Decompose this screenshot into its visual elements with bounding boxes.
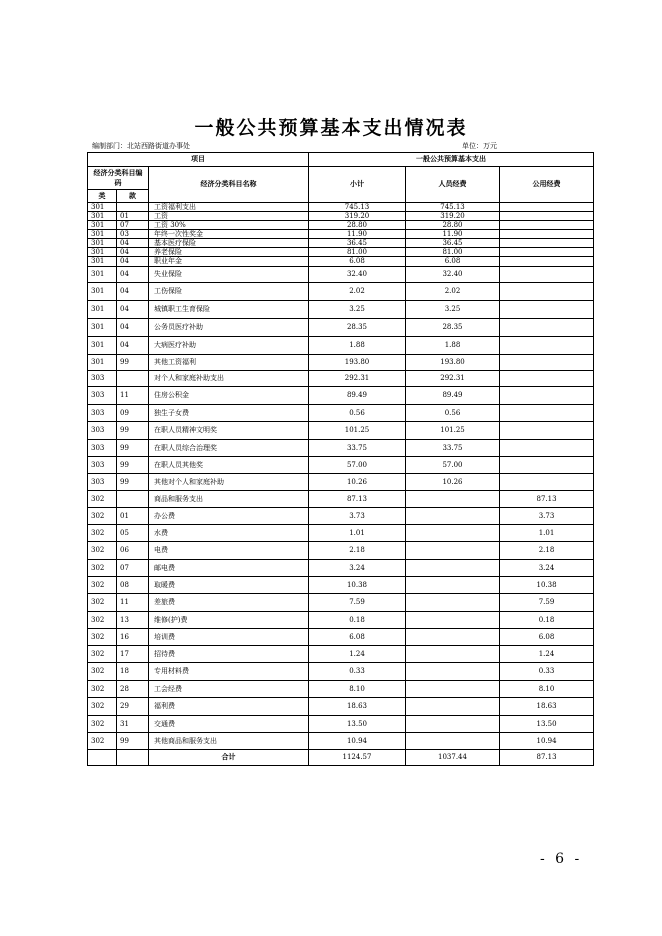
item-code: 99 — [117, 440, 149, 457]
table-footer — [88, 750, 594, 766]
budget-table — [87, 152, 594, 766]
category-code: 302 — [88, 646, 117, 663]
category-code: 302 — [88, 577, 117, 594]
item-code: 29 — [117, 698, 149, 716]
econ-name: 其他工资福利 — [149, 355, 309, 371]
public-value — [500, 405, 594, 422]
category-code: 302 — [88, 491, 117, 508]
public-value: 2.18 — [500, 542, 594, 560]
category-code: 301 — [88, 355, 117, 371]
table-row — [88, 698, 594, 716]
econ-name: 住房公积金 — [149, 387, 309, 405]
econ-name: 工资 — [149, 212, 309, 221]
item-code: 06 — [117, 542, 149, 560]
table-row — [88, 508, 594, 525]
item-code: 99 — [117, 457, 149, 474]
econ-name: 工会经费 — [149, 681, 309, 698]
total-personnel: 1037.44 — [406, 750, 500, 766]
item-code: 09 — [117, 405, 149, 422]
table-row — [88, 681, 594, 698]
item-code: 07 — [117, 560, 149, 577]
personnel-value: 0.56 — [406, 405, 500, 422]
subtotal-value: 6.08 — [309, 257, 406, 267]
item-code — [117, 491, 149, 508]
econ-name: 公务员医疗补助 — [149, 319, 309, 337]
header-econ-name: 经济分类科目名称 — [149, 167, 309, 203]
table-row — [88, 440, 594, 457]
personnel-value — [406, 542, 500, 560]
personnel-value: 2.02 — [406, 283, 500, 301]
category-code: 301 — [88, 248, 117, 257]
public-value — [500, 371, 594, 387]
personnel-value: 1.88 — [406, 337, 500, 355]
personnel-value — [406, 491, 500, 508]
subtotal-value: 8.10 — [309, 681, 406, 698]
subtotal-value: 10.26 — [309, 474, 406, 491]
category-code: 301 — [88, 283, 117, 301]
subtotal-value: 1.88 — [309, 337, 406, 355]
subtotal-value: 81.00 — [309, 248, 406, 257]
item-code: 11 — [117, 594, 149, 612]
category-code: 301 — [88, 221, 117, 230]
table-row — [88, 239, 594, 248]
personnel-value: 36.45 — [406, 239, 500, 248]
econ-name: 其他商品和服务支出 — [149, 733, 309, 750]
subtotal-value: 0.18 — [309, 612, 406, 629]
category-code: 302 — [88, 698, 117, 716]
total-subtotal: 1124.57 — [309, 750, 406, 766]
table-row — [88, 212, 594, 221]
public-value — [500, 203, 594, 212]
subtotal-value: 7.59 — [309, 594, 406, 612]
table-row — [88, 337, 594, 355]
table-row — [88, 230, 594, 239]
header-subtotal: 小计 — [309, 167, 406, 203]
page-number: - 6 - — [540, 851, 583, 867]
econ-name: 年终一次性奖金 — [149, 230, 309, 239]
econ-name: 工资 30% — [149, 221, 309, 230]
table-row — [88, 221, 594, 230]
item-code: 16 — [117, 629, 149, 646]
table-row — [88, 474, 594, 491]
personnel-value: 3.25 — [406, 301, 500, 319]
table-row — [88, 457, 594, 474]
econ-name: 工资福利支出 — [149, 203, 309, 212]
table-row — [88, 301, 594, 319]
econ-name: 养老保险 — [149, 248, 309, 257]
item-code: 99 — [117, 355, 149, 371]
econ-name: 大病医疗补助 — [149, 337, 309, 355]
subtotal-value: 319.20 — [309, 212, 406, 221]
category-code: 303 — [88, 387, 117, 405]
personnel-value — [406, 577, 500, 594]
subtotal-value: 3.24 — [309, 560, 406, 577]
category-code: 302 — [88, 663, 117, 681]
public-value — [500, 474, 594, 491]
public-value — [500, 355, 594, 371]
public-value — [500, 283, 594, 301]
category-code: 303 — [88, 422, 117, 440]
header-item: 款 — [117, 190, 149, 203]
public-value — [500, 267, 594, 283]
public-value — [500, 422, 594, 440]
table-row — [88, 577, 594, 594]
table-header — [88, 153, 594, 203]
item-code: 17 — [117, 646, 149, 663]
item-code: 28 — [117, 681, 149, 698]
table-row — [88, 560, 594, 577]
item-code: 31 — [117, 716, 149, 733]
public-value: 3.24 — [500, 560, 594, 577]
personnel-value — [406, 594, 500, 612]
public-value — [500, 319, 594, 337]
public-value — [500, 212, 594, 221]
item-code: 07 — [117, 221, 149, 230]
category-code: 302 — [88, 716, 117, 733]
table-row — [88, 612, 594, 629]
personnel-value: 6.08 — [406, 257, 500, 267]
item-code: 01 — [117, 508, 149, 525]
item-code: 11 — [117, 387, 149, 405]
subtotal-value: 1.24 — [309, 646, 406, 663]
personnel-value — [406, 525, 500, 542]
personnel-value: 28.35 — [406, 319, 500, 337]
category-code: 301 — [88, 203, 117, 212]
total-row — [88, 750, 594, 766]
public-value — [500, 457, 594, 474]
item-code: 04 — [117, 257, 149, 267]
subtotal-value: 28.80 — [309, 221, 406, 230]
table-row — [88, 405, 594, 422]
category-code: 302 — [88, 560, 117, 577]
personnel-value — [406, 612, 500, 629]
item-code: 04 — [117, 248, 149, 257]
item-code: 01 — [117, 212, 149, 221]
category-code: 301 — [88, 257, 117, 267]
subtotal-value: 1.01 — [309, 525, 406, 542]
header-category: 类 — [88, 190, 117, 203]
header-econ-code: 经济分类科目编码 — [88, 167, 149, 190]
item-code: 04 — [117, 337, 149, 355]
category-code: 303 — [88, 440, 117, 457]
category-code: 301 — [88, 239, 117, 248]
econ-name: 独生子女费 — [149, 405, 309, 422]
item-code: 18 — [117, 663, 149, 681]
public-value: 1.24 — [500, 646, 594, 663]
personnel-value — [406, 560, 500, 577]
public-value — [500, 248, 594, 257]
personnel-value — [406, 646, 500, 663]
personnel-value: 193.80 — [406, 355, 500, 371]
category-code: 303 — [88, 474, 117, 491]
econ-name: 培训费 — [149, 629, 309, 646]
total-public: 87.13 — [500, 750, 594, 766]
item-code: 04 — [117, 267, 149, 283]
category-code: 302 — [88, 681, 117, 698]
table-row — [88, 629, 594, 646]
econ-name: 在职人员精神文明奖 — [149, 422, 309, 440]
table-row — [88, 203, 594, 212]
econ-name: 维修(护)费 — [149, 612, 309, 629]
personnel-value — [406, 698, 500, 716]
category-code: 303 — [88, 405, 117, 422]
public-value — [500, 230, 594, 239]
econ-name: 专用材料费 — [149, 663, 309, 681]
econ-name: 电费 — [149, 542, 309, 560]
subtotal-value: 28.35 — [309, 319, 406, 337]
subtotal-value: 292.31 — [309, 371, 406, 387]
econ-name: 失业保险 — [149, 267, 309, 283]
table-row — [88, 733, 594, 750]
econ-name: 招待费 — [149, 646, 309, 663]
table-row — [88, 646, 594, 663]
item-code: 04 — [117, 301, 149, 319]
public-value: 6.08 — [500, 629, 594, 646]
table-row — [88, 283, 594, 301]
personnel-value: 57.00 — [406, 457, 500, 474]
econ-name: 城镇职工生育保险 — [149, 301, 309, 319]
personnel-value — [406, 508, 500, 525]
econ-name: 水费 — [149, 525, 309, 542]
public-value: 7.59 — [500, 594, 594, 612]
category-code: 302 — [88, 594, 117, 612]
public-value: 13.50 — [500, 716, 594, 733]
econ-name: 差旅费 — [149, 594, 309, 612]
subtotal-value: 36.45 — [309, 239, 406, 248]
personnel-value: 292.31 — [406, 371, 500, 387]
subtotal-value: 0.56 — [309, 405, 406, 422]
table-row — [88, 491, 594, 508]
econ-name: 福利费 — [149, 698, 309, 716]
category-code: 302 — [88, 542, 117, 560]
item-code: 05 — [117, 525, 149, 542]
subtotal-value: 33.75 — [309, 440, 406, 457]
table-row — [88, 248, 594, 257]
personnel-value: 10.26 — [406, 474, 500, 491]
subtotal-value: 11.90 — [309, 230, 406, 239]
subtotal-value: 3.25 — [309, 301, 406, 319]
public-value — [500, 440, 594, 457]
econ-name: 基本医疗保险 — [149, 239, 309, 248]
category-code: 301 — [88, 212, 117, 221]
public-value: 3.73 — [500, 508, 594, 525]
econ-name: 在职人员其他奖 — [149, 457, 309, 474]
personnel-value: 319.20 — [406, 212, 500, 221]
item-code — [117, 203, 149, 212]
public-value: 0.33 — [500, 663, 594, 681]
item-code: 99 — [117, 733, 149, 750]
personnel-value: 745.13 — [406, 203, 500, 212]
public-value: 18.63 — [500, 698, 594, 716]
table-body — [88, 203, 594, 750]
subtotal-value: 2.02 — [309, 283, 406, 301]
table-row — [88, 267, 594, 283]
personnel-value: 32.40 — [406, 267, 500, 283]
category-code: 301 — [88, 301, 117, 319]
subtotal-value: 101.25 — [309, 422, 406, 440]
category-code: 301 — [88, 230, 117, 239]
personnel-value — [406, 733, 500, 750]
personnel-value — [406, 716, 500, 733]
table-row — [88, 371, 594, 387]
public-value — [500, 301, 594, 319]
econ-name: 交通费 — [149, 716, 309, 733]
personnel-value: 101.25 — [406, 422, 500, 440]
public-value: 10.38 — [500, 577, 594, 594]
personnel-value: 81.00 — [406, 248, 500, 257]
item-code: 99 — [117, 474, 149, 491]
header-budget-group: 一般公共预算基本支出 — [309, 153, 594, 167]
category-code: 303 — [88, 371, 117, 387]
header-personnel: 人员经费 — [406, 167, 500, 203]
subtotal-value: 10.94 — [309, 733, 406, 750]
table-row — [88, 716, 594, 733]
category-code: 301 — [88, 319, 117, 337]
public-value — [500, 239, 594, 248]
subtotal-value: 13.50 — [309, 716, 406, 733]
category-code: 301 — [88, 337, 117, 355]
item-code: 99 — [117, 422, 149, 440]
public-value: 0.18 — [500, 612, 594, 629]
table-row — [88, 319, 594, 337]
item-code: 04 — [117, 319, 149, 337]
public-value: 1.01 — [500, 525, 594, 542]
item-code — [117, 371, 149, 387]
subtotal-value: 0.33 — [309, 663, 406, 681]
table-row — [88, 594, 594, 612]
subtotal-value: 57.00 — [309, 457, 406, 474]
public-value — [500, 257, 594, 267]
table-row — [88, 387, 594, 405]
econ-name: 邮电费 — [149, 560, 309, 577]
econ-name: 在职人员综合治理奖 — [149, 440, 309, 457]
econ-name: 对个人和家庭补助支出 — [149, 371, 309, 387]
category-code: 302 — [88, 508, 117, 525]
unit-label: 单位：万元 — [462, 142, 497, 150]
subtotal-value: 193.80 — [309, 355, 406, 371]
category-code: 303 — [88, 457, 117, 474]
header-public: 公用经费 — [500, 167, 594, 203]
item-code: 08 — [117, 577, 149, 594]
subtotal-value: 745.13 — [309, 203, 406, 212]
header-project: 项目 — [88, 153, 309, 167]
category-code: 302 — [88, 629, 117, 646]
personnel-value: 11.90 — [406, 230, 500, 239]
personnel-value — [406, 663, 500, 681]
table-row — [88, 542, 594, 560]
category-code: 302 — [88, 612, 117, 629]
subtotal-value: 2.18 — [309, 542, 406, 560]
econ-name: 职业年金 — [149, 257, 309, 267]
subtotal-value: 18.63 — [309, 698, 406, 716]
public-value — [500, 387, 594, 405]
personnel-value — [406, 681, 500, 698]
econ-name: 工伤保险 — [149, 283, 309, 301]
table-row — [88, 525, 594, 542]
category-code: 302 — [88, 733, 117, 750]
item-code: 03 — [117, 230, 149, 239]
econ-name: 办公费 — [149, 508, 309, 525]
subtotal-value: 3.73 — [309, 508, 406, 525]
econ-name: 取暖费 — [149, 577, 309, 594]
category-code: 302 — [88, 525, 117, 542]
personnel-value: 33.75 — [406, 440, 500, 457]
subtotal-value: 89.49 — [309, 387, 406, 405]
public-value: 8.10 — [500, 681, 594, 698]
table-row — [88, 422, 594, 440]
department-label: 编制部门：北站西路街道办事处 — [92, 142, 190, 150]
category-code: 301 — [88, 267, 117, 283]
public-value — [500, 337, 594, 355]
page-title: 一般公共预算基本支出情况表 — [194, 117, 468, 139]
subtotal-value: 10.38 — [309, 577, 406, 594]
subtotal-value: 6.08 — [309, 629, 406, 646]
public-value — [500, 221, 594, 230]
table-row — [88, 355, 594, 371]
personnel-value: 89.49 — [406, 387, 500, 405]
subtotal-value: 32.40 — [309, 267, 406, 283]
personnel-value: 28.80 — [406, 221, 500, 230]
personnel-value — [406, 629, 500, 646]
public-value: 87.13 — [500, 491, 594, 508]
econ-name: 商品和服务支出 — [149, 491, 309, 508]
item-code: 04 — [117, 239, 149, 248]
table-row — [88, 257, 594, 267]
public-value: 10.94 — [500, 733, 594, 750]
econ-name: 其他对个人和家庭补助 — [149, 474, 309, 491]
subtotal-value: 87.13 — [309, 491, 406, 508]
item-code: 13 — [117, 612, 149, 629]
item-code: 04 — [117, 283, 149, 301]
table-row — [88, 663, 594, 681]
total-label: 合计 — [149, 750, 309, 766]
